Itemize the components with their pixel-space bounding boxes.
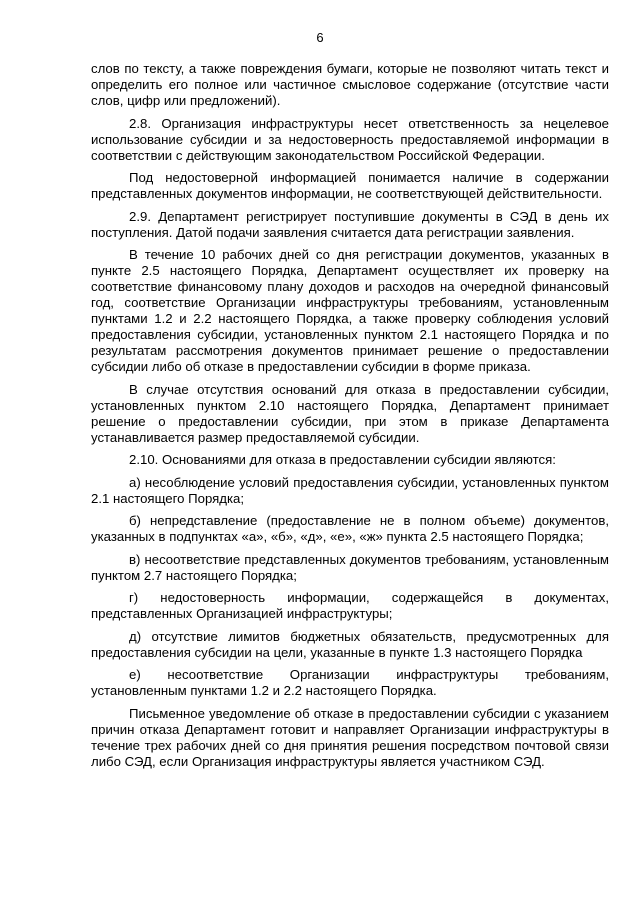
list-item-b: б) непредставление (предоставление не в полном объеме) документов, указанных в подпунктах «а», «б», «д», «е», «ж» пункта 2.5 настоящего Порядка; <box>91 513 609 544</box>
paragraph-refusal-notice: Письменное уведомление об отказе в предоставлении субсидии с указанием причин отказа Департамент готовит и направляет Организации инфраструктуры в течение трех рабочих дней со дня принятия решения посредством почтовой связи либо СЭД, если Организация инфраструктуры является участником СЭД. <box>91 705 609 769</box>
paragraph-2-9: 2.9. Департамент регистрирует поступившие документы в СЭД в день их поступления. Датой подачи заявления считается дата регистрации заявления. <box>91 208 609 240</box>
list-item-a: а) несоблюдение условий предоставления субсидии, установленных пунктом 2.1 настоящего Порядка; <box>91 474 609 506</box>
list-item-g: г) недостоверность информации, содержащейся в документах, представленных Организацией инфраструктуры; <box>91 590 609 621</box>
document-body <box>91 61 609 776</box>
paragraph-false-info-definition: Под недостоверной информацией понимается наличие в содержании представленных документов информации, не соответствующей действительности. <box>91 170 609 201</box>
paragraph-2-8: 2.8. Организация инфраструктуры несет ответственность за нецелевое использование субсидии и за недостоверность предоставляемой информации в соответствии с действующим законодательством Российской Федерации. <box>91 115 609 163</box>
paragraph-review-period: В течение 10 рабочих дней со дня регистрации документов, указанных в пункте 2.5 настоящего Порядка, Департамент осуществляет их проверку на соответствие финансовому плану доходов и расходов на очередной финансовый год, соответствие Организации инфраструктуры требованиям, установленным пунктами 1.2 и 2.2 настоящего Порядка, а также проверку соблюдения условий предоставления субсидии, установленных пунктом 2.1 настоящего Порядка и по результатам рассмотрения документов принимает решение о предоставлении субсидии либо об отказе в предоставлении субсидии в форме приказа. <box>91 247 609 374</box>
paragraph-no-grounds: В случае отсутствия оснований для отказа в предоставлении субсидии, установленных пунктом 2.10 настоящего Порядка, Департамент принимает решение о предоставлении субсидии, при этом в приказе Департамента устанавливается размер предоставляемой субсидии. <box>91 381 609 445</box>
paragraph-continuation: слов по тексту, а также повреждения бумаги, которые не позволяют читать текст и определить его полное или частичное смысловое содержание (отсутствие части слов, цифр или предложений). <box>91 61 609 108</box>
list-item-d: д) отсутствие лимитов бюджетных обязательств, предусмотренных для предоставления субсидии на цели, указанные в пункте 1.3 настоящего Порядка <box>91 628 609 660</box>
paragraph-2-10: 2.10. Основаниями для отказа в предоставлении субсидии являются: <box>129 452 556 467</box>
list-item-v: в) несоответствие представленных документов требованиям, установленным пунктом 2.7 настоящего Порядка; <box>91 551 609 583</box>
page-number: 6 <box>316 30 324 45</box>
list-item-e: е) несоответствие Организации инфраструктуры требованиям, установленным пунктами 1.2 и 2.2 настоящего Порядка. <box>91 667 609 698</box>
